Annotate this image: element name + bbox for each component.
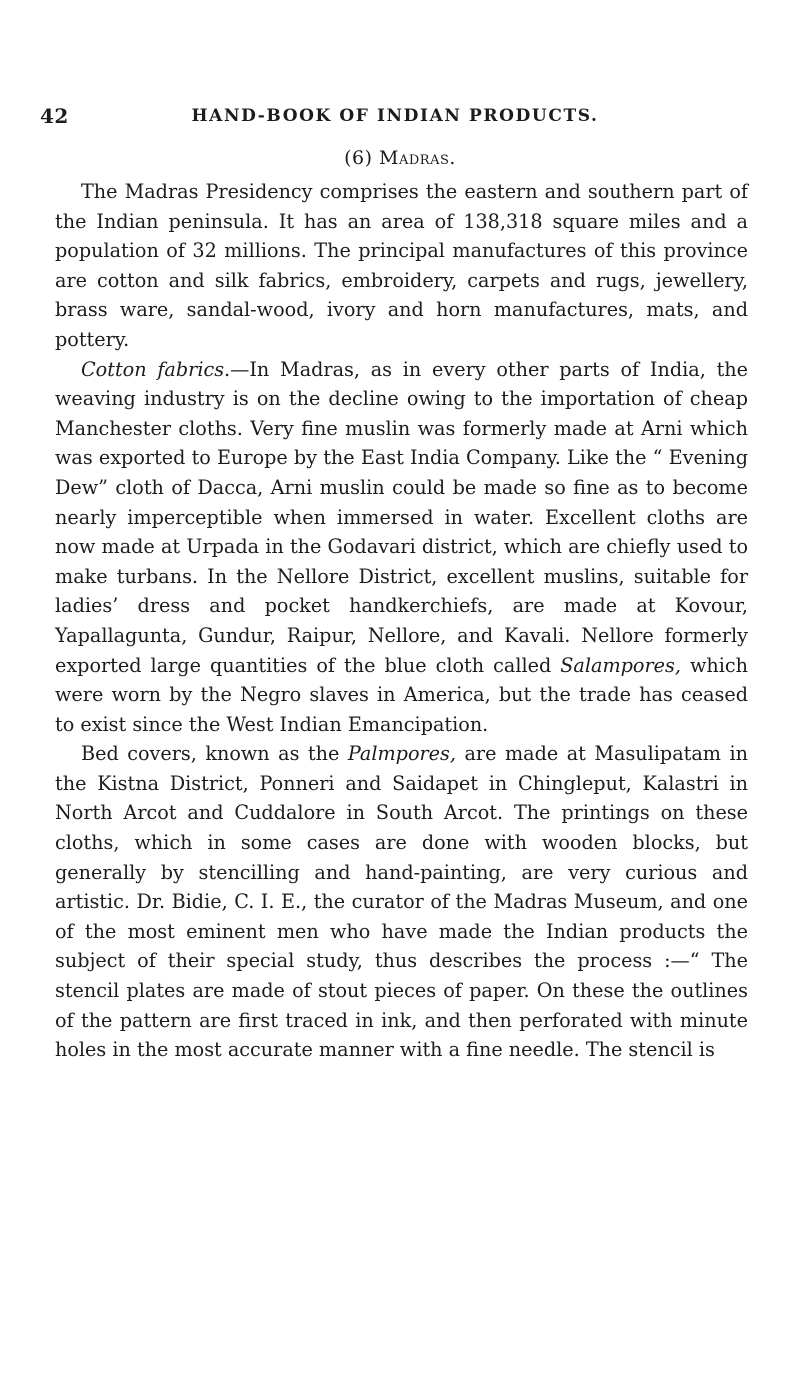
section-name: Madras. [379, 147, 456, 169]
italic-term: Palmpores, [347, 742, 456, 766]
paragraph-intro [55, 177, 748, 355]
paragraph-text: The Madras Presidency comprises the eastern and southern part of the Indian peninsula. It has an area of 138,318 square miles and a population of 32 millions. The principal manufactures of this province are cotton and silk fabrics, embroidery, carpets and rugs, jewellery, brass ware, sandal-wood, ivory and horn manufactures, mats, and pottery. [55, 180, 748, 351]
paragraph-text: —In Madras, as in every other parts of India, the weaving industry is on the decline owing to the importation of cheap Manchester cloths. Very fine muslin was formerly made at Arni which was exported to Europe by the East India Company. Like the “ Evening Dew” cloth of Dacca, Arni muslin could be made so fine as to become nearly imperceptible when immersed in water. Excellent cloths are now made at Urpada in the Godavari district, which are chiefly used to make turbans. In the Nellore District, excellent muslins, suitable for ladies’ dress and pocket handkerchiefs, are made at Kovour, Yapallagunta, Gundur, Raipur, Nellore, and Kavali. Nellore formerly exported large quantities of the blue cloth called [55, 357, 748, 677]
paragraph-cotton-fabrics [55, 355, 748, 740]
paragraph-text: which were worn by the Negro slaves in America, but the trade has ceased to exist since the West Indian Emancipation. [55, 653, 749, 736]
paragraph-bed-covers [55, 739, 748, 1065]
page-header [40, 104, 750, 134]
running-title: HAND-BOOK OF INDIAN PRODUCTS. [191, 106, 599, 126]
section-heading [0, 147, 800, 169]
italic-term: Salampores, [560, 653, 681, 677]
page-number: 42 [40, 104, 69, 128]
body-text [55, 177, 748, 1065]
paragraph-text: are made at Masulipatam in the Kistna District, Ponneri and Saidapet in Chingleput, Kalastri in North Arcot and Cuddalore in South Arcot. The printings on these cloths, which in some cases are done with wooden blocks, but generally by stencilling and hand-painting, are very curious and artistic. Dr. Bidie, C. I. E., the curator of the Madras Museum, and one of the most eminent men who have made the Indian products the subject of their special study, thus describes the process :—“ The stencil plates are made of stout pieces of paper. On these the outlines of the pattern are first traced in ink, and then perforated with minute holes in the most accurate manner with a fine needle. The stencil is [55, 742, 748, 1062]
section-number: (6) [344, 147, 373, 169]
paragraph-text: Bed covers, known as the [81, 742, 348, 766]
paragraph-heading: Cotton fabrics. [81, 357, 231, 381]
